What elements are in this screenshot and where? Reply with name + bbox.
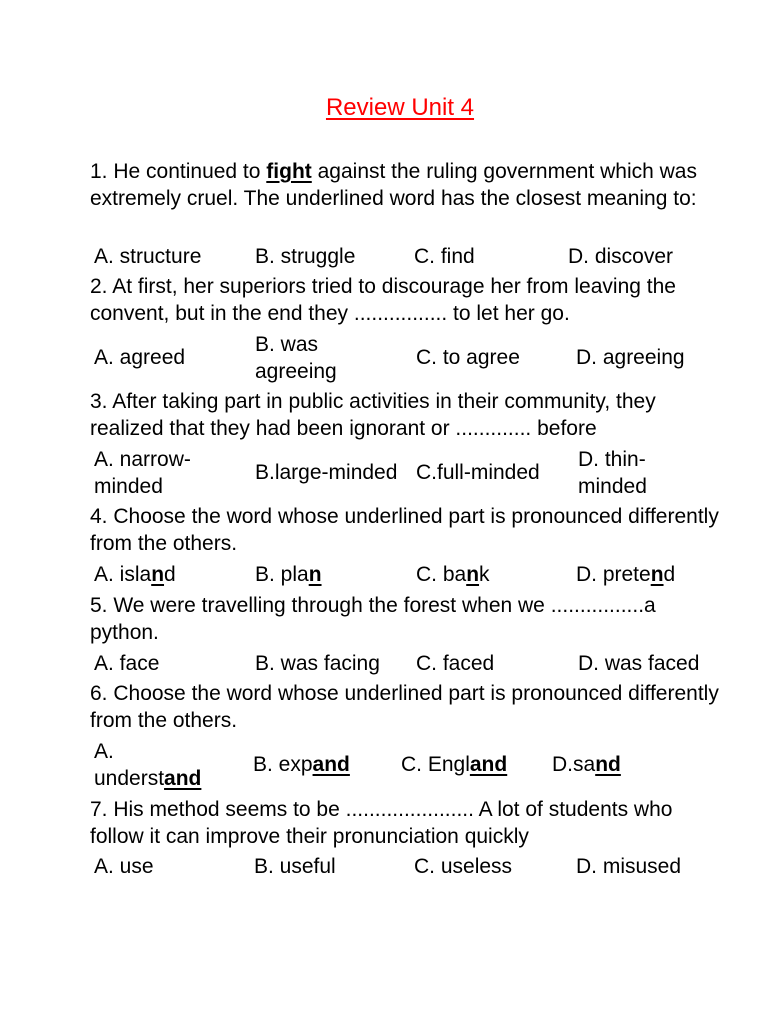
option-b[interactable] <box>253 751 350 778</box>
option-a[interactable] <box>94 561 176 588</box>
option-d-line-1: D. thin- <box>578 448 646 471</box>
question-4: 4. Choose the word whose underlined part is pronounced differently from the others. <box>90 505 719 555</box>
option-d-underlined-part: n <box>650 563 664 586</box>
option-b[interactable]: B. was facing <box>255 652 380 675</box>
option-c-text: C. Engl <box>401 753 470 776</box>
option-d-text-end: d <box>663 563 676 586</box>
option-c[interactable]: C. useless <box>414 855 513 878</box>
option-b-line-2: agreeing <box>255 360 337 383</box>
option-d-line-2: minded <box>578 475 647 498</box>
option-d[interactable]: D. agreeing <box>576 346 685 369</box>
option-b[interactable] <box>255 561 322 588</box>
option-a[interactable]: A. structure <box>94 245 202 268</box>
option-a-text: A. isla <box>94 563 152 586</box>
option-c-underlined-part: n <box>466 563 480 586</box>
option-b-underlined-part: and <box>312 753 350 776</box>
page-title: Review Unit 4 <box>325 94 475 121</box>
question-3-options <box>0 446 768 500</box>
option-b[interactable]: B. struggle <box>255 245 356 268</box>
option-a-underlined-part: n <box>151 563 165 586</box>
question-1-text-post: against the ruling government which was extremely cruel. The underlined word has the closest meaning to: <box>90 160 697 210</box>
option-d[interactable] <box>552 751 621 778</box>
question-1-keyword: fight <box>266 160 312 183</box>
option-c[interactable]: C. to agree <box>416 346 520 369</box>
option-c-text-end: k <box>479 563 490 586</box>
option-c[interactable]: C.full-minded <box>416 461 540 484</box>
question-4-options <box>0 561 768 588</box>
option-a-line-1: A. narrow- <box>94 448 191 471</box>
question-6: 6. Choose the word whose underlined part is pronounced differently from the others. <box>90 682 719 732</box>
option-b[interactable]: B. useful <box>254 855 336 878</box>
question-7: 7. His method seems to be ...................... A lot of students who follow it can improve their pronunciation quickly <box>90 798 673 848</box>
option-d-underlined-part: nd <box>595 753 621 776</box>
option-c-text: C. ba <box>416 563 467 586</box>
option-c[interactable] <box>416 561 490 588</box>
question-1-options <box>0 243 768 270</box>
option-a[interactable] <box>94 738 201 792</box>
option-a[interactable]: A. face <box>94 652 160 675</box>
question-2: 2. At first, her superiors tried to discourage her from leaving the convent, but in the end they ................ to let her go. <box>90 275 676 325</box>
option-d-text: D. prete <box>576 563 651 586</box>
option-c-underlined-part: and <box>469 753 508 776</box>
option-c[interactable] <box>401 751 507 778</box>
option-a-underlined-part: and <box>164 767 202 790</box>
option-d[interactable]: D. misused <box>576 855 682 878</box>
option-c[interactable]: C. find <box>414 245 475 268</box>
option-b-line-1: B. was <box>255 333 319 356</box>
question-1 <box>90 158 720 212</box>
option-c[interactable]: C. faced <box>416 652 495 675</box>
option-b-text: B. pla <box>255 563 309 586</box>
option-d[interactable]: D. was faced <box>578 652 700 675</box>
option-a-line-2: minded <box>94 475 163 498</box>
option-d-text: D.sa <box>552 753 596 776</box>
option-d[interactable] <box>578 446 647 500</box>
option-b[interactable] <box>255 331 337 385</box>
question-5-options <box>0 650 768 677</box>
question-3: 3. After taking part in public activities in their community, they realized that they had been ignorant or ............. before <box>90 390 656 440</box>
option-b[interactable]: B.large-minded <box>255 461 398 484</box>
question-2-options <box>0 331 768 385</box>
option-a[interactable] <box>94 446 191 500</box>
option-d[interactable]: D. discover <box>568 245 674 268</box>
option-a[interactable]: A. use <box>94 855 154 878</box>
question-7-options <box>0 853 768 880</box>
option-b-underlined-part: n <box>308 563 322 586</box>
option-b-text: B. exp <box>253 753 313 776</box>
question-5: 5. We were travelling through the forest when we ................a python. <box>90 594 656 644</box>
question-6-options <box>0 738 768 792</box>
option-a[interactable]: A. agreed <box>94 346 186 369</box>
option-a-text-end: d <box>164 563 176 586</box>
option-a-line-1: A. <box>94 740 114 763</box>
option-a-text: underst <box>94 767 165 790</box>
question-1-text-pre: 1. He continued to <box>90 160 267 183</box>
option-d[interactable] <box>576 561 675 588</box>
